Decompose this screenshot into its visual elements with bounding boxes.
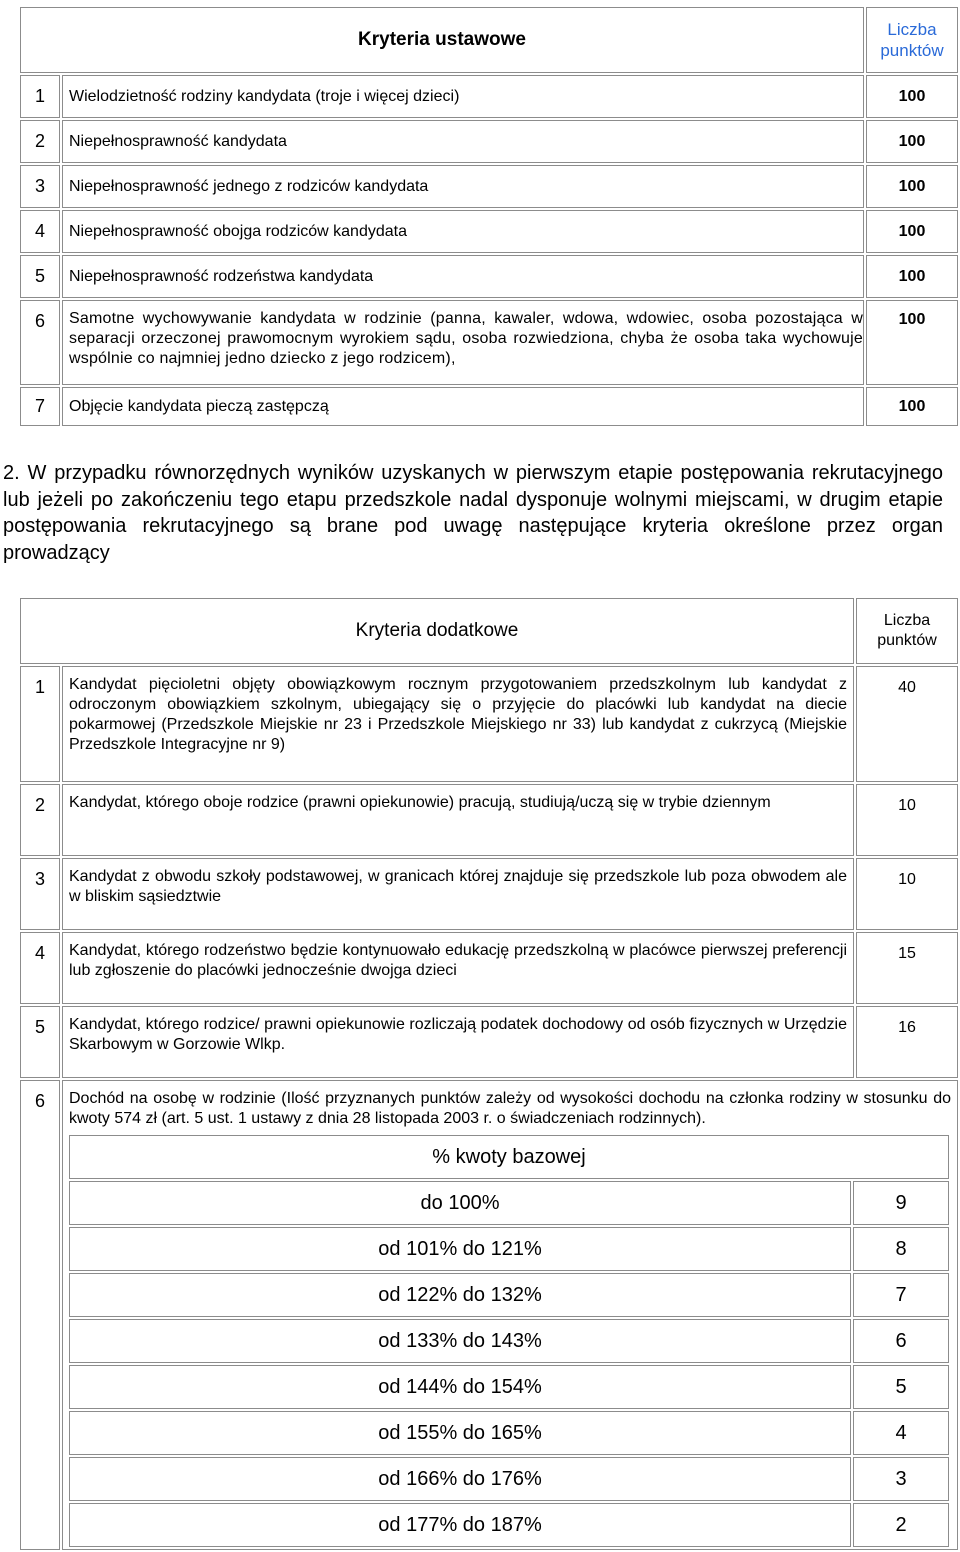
row-number: 1 bbox=[20, 75, 60, 118]
criterion-label: Kandydat, którego rodzice/ prawni opiekunowie rozliczają podatek dochodowy od osób fizycznych w Urzędzie Skarbowym w Gorzowie Wlkp. bbox=[62, 1006, 854, 1078]
section-2-paragraph: 2. W przypadku równorzędnych wyników uzyskanych w pierwszym etapie postępowania rekrutacyjnego lub jeżeli po zakończeniu tego etapu przedszkole nadal dysponuje wolnymi miejscami, w drugim etapie postępowania rekrutacyjnego są brane pod uwagę następujące kryteria określone przez organ prowadzący bbox=[3, 462, 943, 564]
income-points: 8 bbox=[853, 1227, 949, 1271]
row-number: 4 bbox=[20, 932, 60, 1004]
criterion-points: 100 bbox=[866, 75, 958, 118]
criterion-points: 16 bbox=[856, 1006, 958, 1078]
row-number: 3 bbox=[20, 165, 60, 208]
statutory-criteria-heading: Kryteria ustawowe bbox=[20, 7, 864, 73]
points-column-heading bbox=[866, 7, 958, 73]
row-number: 2 bbox=[20, 784, 60, 856]
table-row bbox=[69, 1227, 949, 1271]
criterion-label: Wielodzietność rodziny kandydata (troje i więcej dzieci) bbox=[62, 75, 864, 118]
table-row bbox=[20, 387, 958, 426]
criterion-label: Niepełnosprawność obojga rodziców kandydata bbox=[62, 210, 864, 253]
table-row bbox=[69, 1181, 949, 1225]
table-row bbox=[20, 255, 958, 298]
table-header-row bbox=[20, 598, 958, 664]
income-points: 5 bbox=[853, 1365, 949, 1409]
income-range: od 155% do 165% bbox=[69, 1411, 851, 1455]
row-number: 3 bbox=[20, 858, 60, 930]
table-row bbox=[20, 75, 958, 118]
points-heading-line1: Liczba bbox=[887, 20, 937, 39]
points-column-heading bbox=[856, 598, 958, 664]
table-row bbox=[20, 1080, 958, 1550]
table-row bbox=[69, 1273, 949, 1317]
row-number: 5 bbox=[20, 1006, 60, 1078]
criterion-label: Kandydat, którego oboje rodzice (prawni opiekunowie) pracują, studiują/uczą się w trybie dziennym bbox=[62, 784, 854, 856]
points-heading-line2: punktów bbox=[880, 41, 944, 60]
row-number: 7 bbox=[20, 387, 60, 426]
criterion-points: 100 bbox=[866, 165, 958, 208]
criterion-points: 100 bbox=[866, 300, 958, 385]
income-points: 3 bbox=[853, 1457, 949, 1501]
row-number: 4 bbox=[20, 210, 60, 253]
criterion-points: 10 bbox=[856, 784, 958, 856]
points-heading-line1: Liczba bbox=[883, 612, 931, 629]
table-row bbox=[20, 932, 958, 1004]
income-range: do 100% bbox=[69, 1181, 851, 1225]
income-range: od 133% do 143% bbox=[69, 1319, 851, 1363]
additional-criteria-table bbox=[18, 596, 960, 1552]
criterion-label: Kandydat pięcioletni objęty obowiązkowym rocznym przygotowaniem przedszkolnym lub kandydat z odroczonym obowiązkiem szkolnym, ubiegający się o przyjęcie do placówki lub kandydat na diecie pokarmowej (Przedszkole Miejskie nr 23 i Przedszkole Miejskiego nr 33) lub kandydat z cukrzycą (Miejskie Przedszkole Integracyjne nr 9) bbox=[62, 666, 854, 782]
table-row bbox=[69, 1365, 949, 1409]
table-row bbox=[69, 1319, 949, 1363]
table-row bbox=[69, 1411, 949, 1455]
criterion-points: 10 bbox=[856, 858, 958, 930]
income-points: 2 bbox=[853, 1503, 949, 1547]
criterion-points: 40 bbox=[856, 666, 958, 782]
criterion-points: 15 bbox=[856, 932, 958, 1004]
table-row bbox=[20, 784, 958, 856]
income-points: 6 bbox=[853, 1319, 949, 1363]
table-row bbox=[20, 120, 958, 163]
criterion-points: 100 bbox=[866, 120, 958, 163]
income-points: 9 bbox=[853, 1181, 949, 1225]
criterion-label: Niepełnosprawność jednego z rodziców kandydata bbox=[62, 165, 864, 208]
table-row bbox=[20, 858, 958, 930]
criterion-label: Kandydat, którego rodzeństwo będzie kontynuowało edukację przedszkolną w placówce pierwszej preferencji lub zgłoszenie do placówki jednocześnie dwojga dzieci bbox=[62, 932, 854, 1004]
criterion-label: Kandydat z obwodu szkoły podstawowej, w granicach której znajduje się przedszkole lub poza obwodem ale w bliskim sąsiedztwie bbox=[62, 858, 854, 930]
income-brackets-table bbox=[67, 1133, 951, 1549]
income-range: od 101% do 121% bbox=[69, 1227, 851, 1271]
table-row bbox=[69, 1457, 949, 1501]
criterion-label: Dochód na osobę w rodzinie (Ilość przyznanych punktów zależy od wysokości dochodu na członka rodziny w stosunku do kwoty 574 zł (art. 5 ust. 1 ustawy z dnia 28 listopada 2003 r. o świadczeniach rodzinnych). bbox=[69, 1090, 951, 1127]
criterion-label: Niepełnosprawność kandydata bbox=[62, 120, 864, 163]
table-row bbox=[20, 165, 958, 208]
points-heading-line2: punktów bbox=[877, 632, 937, 649]
income-criterion-cell bbox=[62, 1080, 958, 1550]
criterion-label: Objęcie kandydata pieczą zastępczą bbox=[62, 387, 864, 426]
income-range: od 166% do 176% bbox=[69, 1457, 851, 1501]
table-header-row bbox=[69, 1135, 949, 1179]
row-number: 6 bbox=[20, 1080, 60, 1550]
table-row bbox=[20, 1006, 958, 1078]
row-number: 1 bbox=[20, 666, 60, 782]
table-row bbox=[20, 300, 958, 385]
row-number: 2 bbox=[20, 120, 60, 163]
table-row bbox=[20, 666, 958, 782]
row-number: 5 bbox=[20, 255, 60, 298]
criterion-points: 100 bbox=[866, 387, 958, 426]
table-row bbox=[69, 1503, 949, 1547]
criterion-label: Niepełnosprawność rodzeństwa kandydata bbox=[62, 255, 864, 298]
income-points: 7 bbox=[853, 1273, 949, 1317]
statutory-criteria-table bbox=[18, 5, 960, 428]
criterion-label: Samotne wychowywanie kandydata w rodzinie (panna, kawaler, wdowa, wdowiec, osoba pozostająca w separacji orzeczonej prawomocnym wyrokiem sądu, osoba rozwiedziona, chyba że osoba taka wychowuje wspólnie co najmniej jedno dziecko z jego rodzicem), bbox=[62, 300, 864, 385]
base-amount-heading: % kwoty bazowej bbox=[69, 1135, 949, 1179]
criterion-points: 100 bbox=[866, 255, 958, 298]
income-range: od 144% do 154% bbox=[69, 1365, 851, 1409]
income-range: od 177% do 187% bbox=[69, 1503, 851, 1547]
table-row bbox=[20, 210, 958, 253]
row-number: 6 bbox=[20, 300, 60, 385]
criterion-points: 100 bbox=[866, 210, 958, 253]
income-range: od 122% do 132% bbox=[69, 1273, 851, 1317]
income-points: 4 bbox=[853, 1411, 949, 1455]
additional-criteria-heading: Kryteria dodatkowe bbox=[20, 598, 854, 664]
table-header-row bbox=[20, 7, 958, 73]
